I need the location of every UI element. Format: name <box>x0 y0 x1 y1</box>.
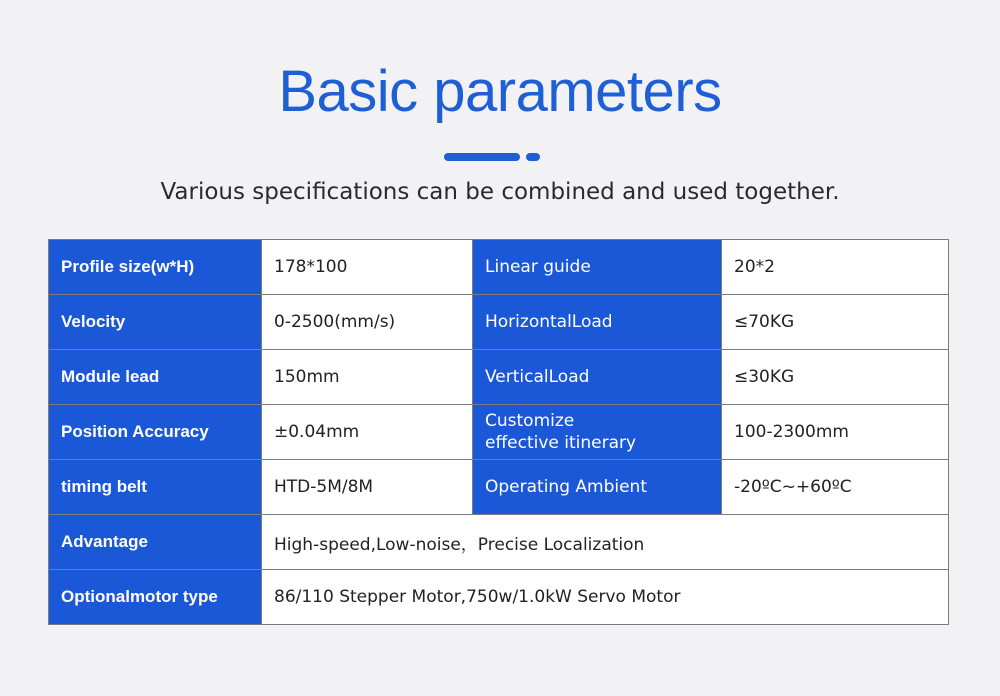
spec-label: Velocity <box>49 295 262 350</box>
spec-value: 20*2 <box>722 240 949 295</box>
table-row <box>49 405 949 460</box>
table-row <box>49 570 949 625</box>
page-title: Basic parameters <box>278 59 722 124</box>
spec-value: 86/110 Stepper Motor,750w/1.0kW Servo Motor <box>262 570 949 625</box>
spec-value: ≤70KG <box>722 295 949 350</box>
spec-value: ≤30KG <box>722 350 949 405</box>
spec-label: Module lead <box>49 350 262 405</box>
spec-label: Optionalmotor type <box>49 570 262 625</box>
spec-value: HTD-5M/8M <box>262 460 473 515</box>
table-row <box>49 350 949 405</box>
spec-value: 150mm <box>262 350 473 405</box>
page-subtitle: Various specifications can be combined and used together. <box>160 179 840 205</box>
spec-label: Position Accuracy <box>49 405 262 460</box>
spec-value: 0-2500(mm/s) <box>262 295 473 350</box>
table-row <box>49 460 949 515</box>
spec-label: HorizontalLoad <box>473 295 722 350</box>
spec-label: VerticalLoad <box>473 350 722 405</box>
spec-label: timing belt <box>49 460 262 515</box>
spec-table <box>48 239 949 625</box>
spec-label-line: Customize <box>485 411 575 431</box>
spec-value: -20ºC~+60ºC <box>722 460 949 515</box>
spec-label <box>473 405 722 460</box>
title-underline-dot <box>526 153 540 161</box>
table-row <box>49 295 949 350</box>
spec-value: 178*100 <box>262 240 473 295</box>
spec-label-line: effective itinerary <box>485 433 637 453</box>
table-row <box>49 240 949 295</box>
spec-label: Advantage <box>49 515 262 570</box>
table-row <box>49 515 949 570</box>
spec-label: Profile size(w*H) <box>49 240 262 295</box>
spec-label: Operating Ambient <box>473 460 722 515</box>
spec-value: ±0.04mm <box>262 405 473 460</box>
title-underline-long <box>444 153 520 161</box>
spec-value: 100-2300mm <box>722 405 949 460</box>
spec-value: High-speed,Low-noise，Precise Localization <box>262 515 949 570</box>
spec-label: Linear guide <box>473 240 722 295</box>
